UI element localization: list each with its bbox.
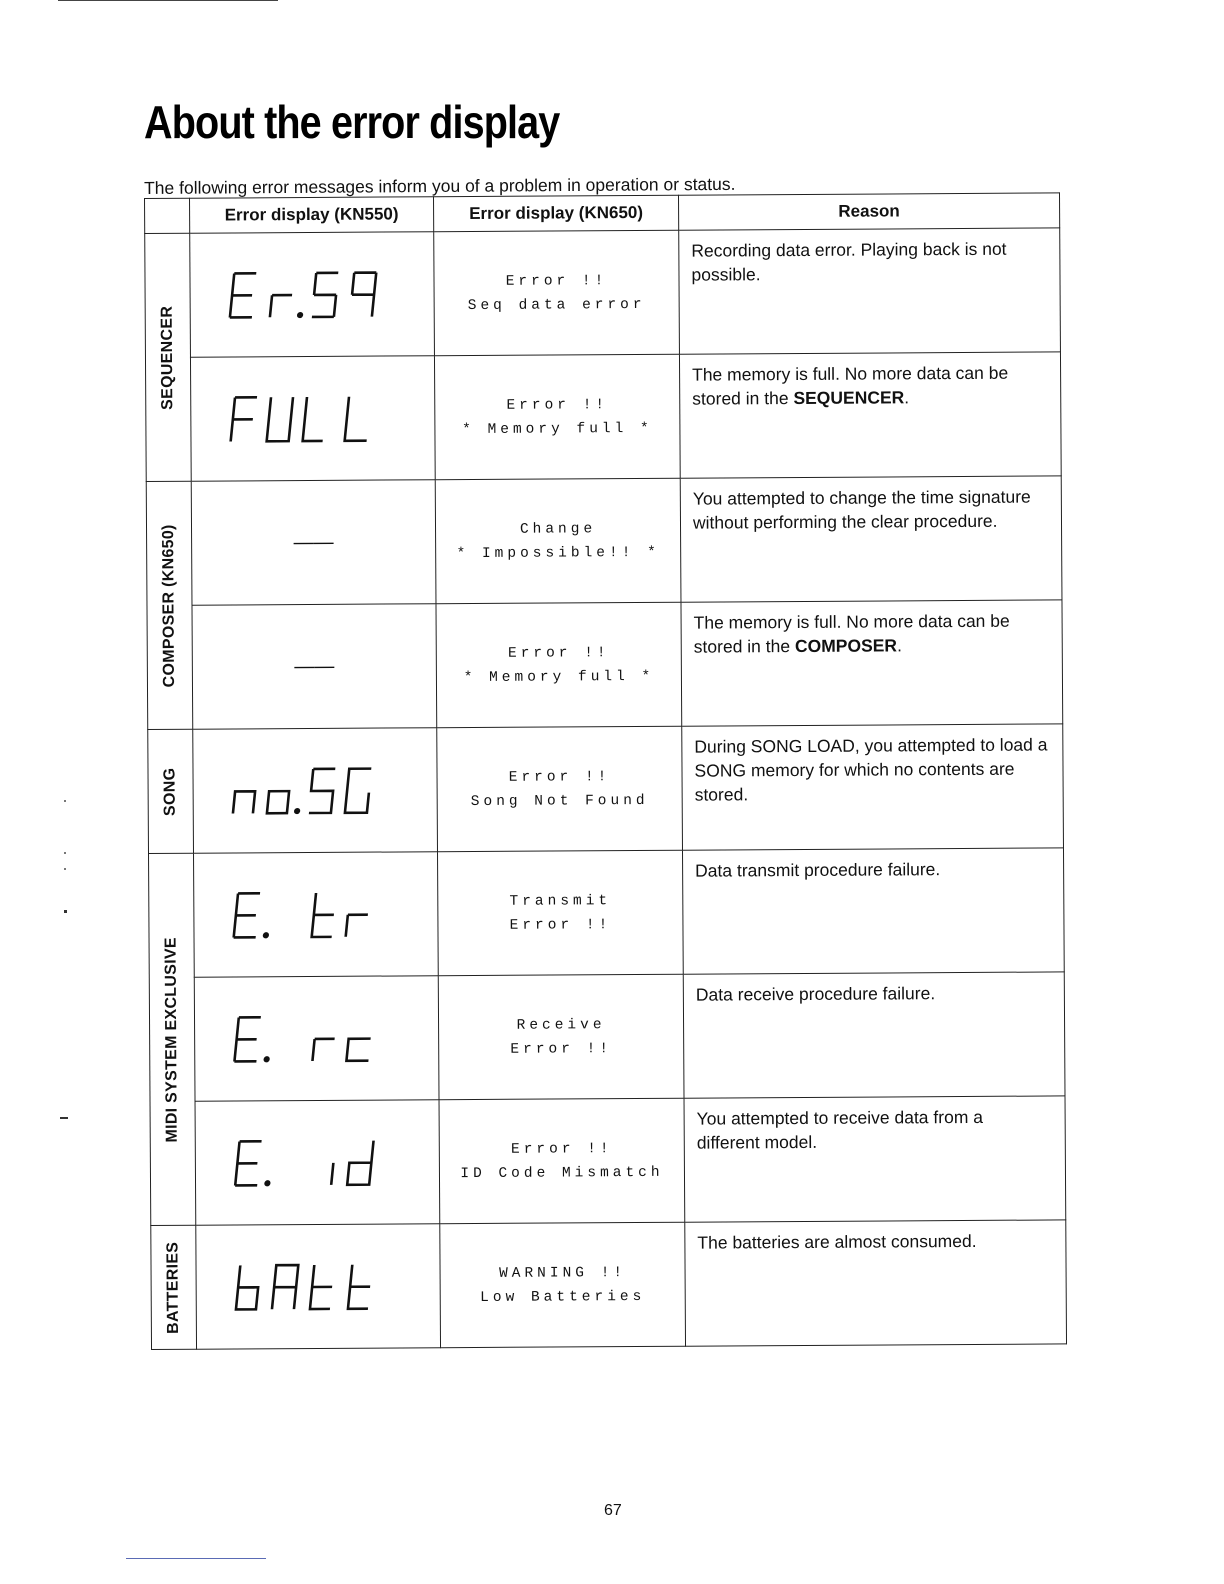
no-display-dash: —— — [293, 530, 334, 554]
header-category — [145, 198, 190, 233]
kn650-display-cell — [434, 230, 680, 355]
table-row — [150, 1096, 1066, 1226]
kn550-display-cell — [195, 1100, 440, 1225]
kn650-message — [441, 1260, 685, 1309]
table-row — [149, 972, 1065, 1102]
seven-segment-display — [231, 1015, 391, 1066]
kn650-line-1: Receive — [516, 1016, 606, 1034]
reason-text: The batteries are almost consumed. — [697, 1230, 977, 1253]
category-sequencer: SEQUENCER — [158, 305, 177, 410]
category-song: SONG — [161, 767, 179, 816]
kn550-display-cell — [192, 604, 437, 729]
kn650-line-2: Error !! — [510, 1040, 613, 1058]
category-midi: MIDI SYSTEM EXCLUSIVE — [162, 936, 181, 1143]
category-cell-sequencer — [145, 233, 192, 481]
table-row — [147, 600, 1063, 730]
table-row — [145, 352, 1061, 482]
kn650-line-2: ID Code Mismatch — [460, 1164, 664, 1182]
category-cell-composer — [146, 481, 193, 729]
kn650-line-2: Low Batteries — [480, 1288, 646, 1306]
reason-cell — [682, 848, 1064, 974]
intro-text: The following error messages inform you of a problem in operation or status. — [144, 173, 736, 198]
reason-cell — [680, 476, 1062, 602]
kn650-line-2: * Impossible!! * — [456, 544, 660, 562]
kn650-line-1: Error !! — [510, 1140, 613, 1158]
kn650-message — [434, 268, 678, 317]
category-cell-batteries — [151, 1225, 197, 1349]
reason-cell — [684, 1096, 1066, 1222]
reason-bold-term: SEQUENCER — [793, 387, 905, 409]
reason-text: Data receive procedure failure. — [695, 983, 936, 1005]
reason-text: Data transmit procedure failure. — [695, 859, 941, 881]
kn650-display-cell — [437, 850, 683, 975]
table-row — [145, 228, 1061, 358]
header-kn650: Error display (KN650) — [433, 195, 678, 231]
kn650-line-2: * Memory full * — [463, 668, 655, 686]
reason-cell — [679, 228, 1061, 354]
kn550-display-cell — [193, 728, 438, 853]
scan-speck — [64, 868, 66, 870]
table-row — [146, 476, 1062, 606]
kn650-message — [438, 888, 682, 937]
reason-text: The memory is full. No more data can be stored in the COMPOSER. — [693, 610, 1010, 657]
reason-bold-term: COMPOSER — [794, 635, 898, 657]
kn650-message — [436, 516, 680, 565]
seven-segment-display — [227, 395, 387, 446]
table-row — [151, 1220, 1067, 1350]
kn650-message — [440, 1136, 684, 1185]
header-reason: Reason — [678, 193, 1059, 230]
category-composer: COMPOSER (KN650) — [159, 523, 178, 687]
kn650-line-1: Error !! — [507, 644, 610, 662]
no-display-dash: —— — [294, 654, 335, 678]
kn650-line-2: Song Not Found — [470, 792, 649, 810]
kn550-display-cell — [190, 356, 435, 481]
error-display-table — [144, 192, 1067, 1350]
scan-speck — [64, 910, 67, 913]
reason-text: You attempted to receive data from a different model. — [696, 1106, 984, 1153]
reason-text: You attempted to change the time signature without performing the clear procedure. — [692, 486, 1031, 533]
seven-segment-display — [230, 891, 390, 942]
seven-segment-display — [229, 767, 389, 818]
kn650-line-1: WARNING !! — [499, 1264, 627, 1282]
kn650-display-cell — [437, 726, 683, 851]
table-header-row — [145, 193, 1060, 234]
reason-text: Recording data error. Playing back is not possible. — [691, 238, 1007, 285]
kn550-display-cell — [191, 480, 436, 605]
kn650-message — [437, 764, 681, 813]
kn650-display-cell — [438, 974, 684, 1099]
reason-text: During SONG LOAD, you attempted to load a SONG memory for which no contents are stored. — [694, 734, 1048, 805]
table-row — [149, 848, 1065, 978]
category-cell-song — [148, 729, 194, 853]
kn550-display-cell — [194, 976, 439, 1101]
scan-speck — [64, 852, 66, 854]
reason-text: The memory is full. No more data can be stored in the SEQUENCER. — [692, 362, 1009, 409]
scan-speck — [60, 1117, 68, 1119]
kn550-display-cell — [194, 852, 439, 977]
header-kn550: Error display (KN550) — [190, 197, 434, 233]
kn650-line-1: Error !! — [508, 768, 611, 786]
bottom-rule — [126, 1558, 266, 1559]
reason-cell — [681, 600, 1063, 726]
kn650-line-2: * Memory full * — [462, 420, 653, 438]
reason-cell — [685, 1220, 1067, 1346]
reason-cell — [679, 352, 1061, 478]
page-title: About the error display — [144, 96, 560, 148]
seven-segment-display — [232, 1139, 392, 1190]
reason-cell — [682, 724, 1064, 850]
seven-segment-display — [226, 271, 386, 322]
kn550-display-cell — [190, 232, 435, 357]
kn650-message — [437, 640, 681, 689]
kn650-message — [435, 392, 679, 441]
kn650-display-cell — [434, 354, 680, 479]
kn650-line-1: Transmit — [509, 892, 612, 910]
seven-segment-display — [233, 1263, 393, 1314]
kn650-display-cell — [436, 602, 682, 727]
top-rule — [58, 0, 278, 1]
kn650-line-1: Error !! — [506, 396, 609, 414]
table-row — [148, 724, 1064, 854]
kn650-line-1: Error !! — [505, 272, 608, 290]
scan-speck — [64, 800, 66, 802]
kn650-line-1: Change — [519, 520, 597, 538]
kn650-display-cell — [440, 1222, 686, 1347]
kn650-line-2: Seq data error — [467, 296, 646, 314]
kn650-display-cell — [435, 478, 681, 603]
category-batteries: BATTERIES — [164, 1241, 182, 1334]
reason-cell — [683, 972, 1065, 1098]
kn650-message — [439, 1012, 683, 1061]
page-number: 67 — [604, 1502, 622, 1519]
category-cell-midi — [149, 853, 196, 1225]
kn550-display-cell — [196, 1224, 441, 1349]
kn650-line-2: Error !! — [509, 916, 612, 934]
kn650-display-cell — [439, 1098, 685, 1223]
